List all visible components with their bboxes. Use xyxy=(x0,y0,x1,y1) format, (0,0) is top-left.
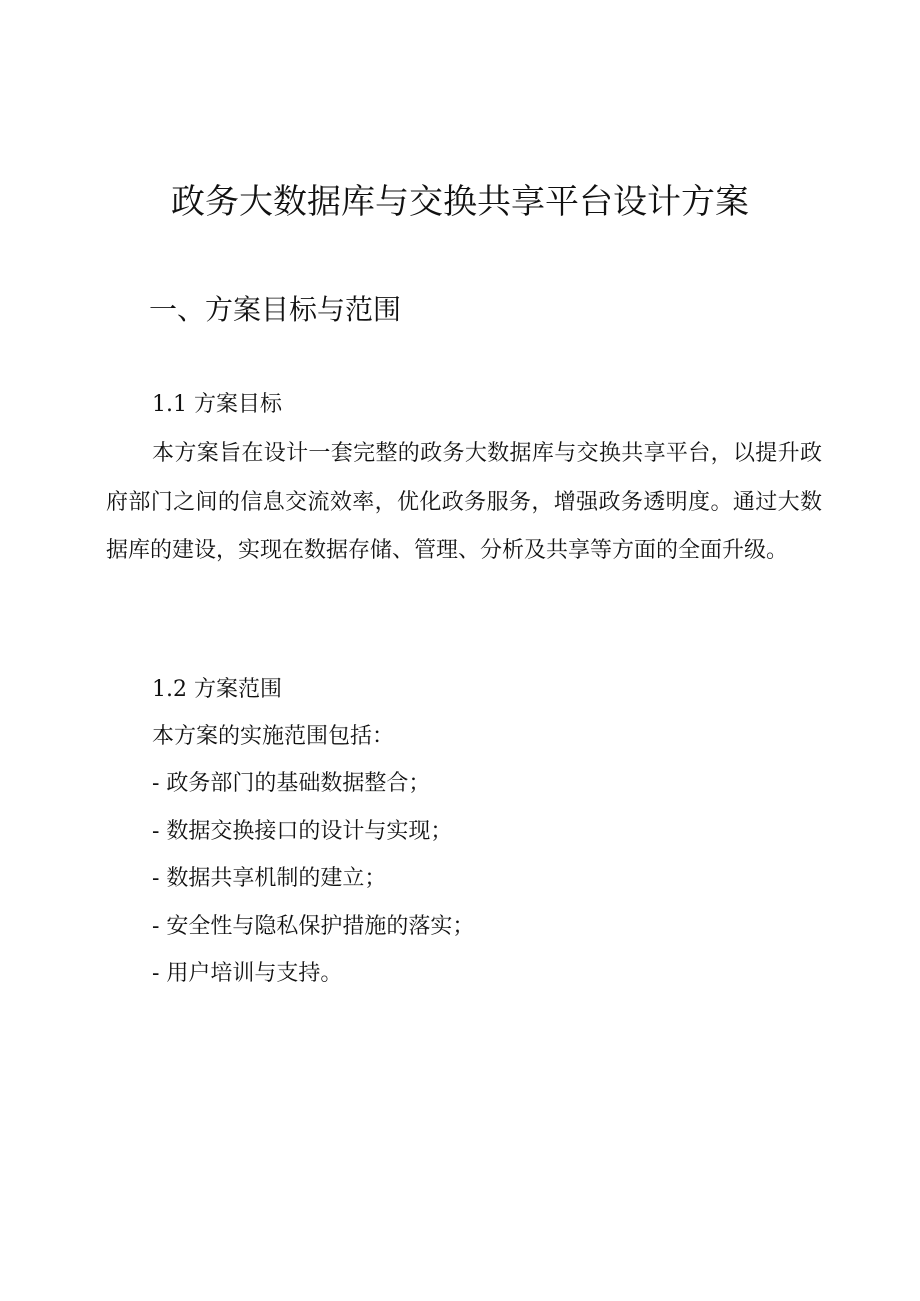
scope-list-item: - 安全性与隐私保护措施的落实； xyxy=(152,913,475,939)
goals-paragraph: 本方案旨在设计一套完整的政务大数据库与交换共享平台，以提升政府部门之间的信息交流效率，优化政务服务，增强政务透明度。通过大数据库的建设，实现在数据存储、管理、分析及共享等方面的全面升级。 xyxy=(106,441,822,563)
document-title: 政务大数据库与交换共享平台设计方案 xyxy=(171,182,749,222)
scope-list-item: - 数据共享机制的建立； xyxy=(152,866,387,891)
scope-intro: 本方案的实施范围包括： xyxy=(152,724,395,749)
scope-list xyxy=(152,766,474,1004)
subsection-heading-scope: 1.2 方案范围 xyxy=(152,677,282,702)
scope-list-item: - 政务部门的基础数据整合； xyxy=(152,771,431,796)
section-heading-goals-scope: 一、方案目标与范围 xyxy=(149,293,402,326)
scope-list-item: - 数据交换接口的设计与实现； xyxy=(152,818,453,844)
scope-list-item: - 用户培训与支持。 xyxy=(152,961,343,986)
subsection-heading-goals: 1.1 方案目标 xyxy=(152,392,282,417)
